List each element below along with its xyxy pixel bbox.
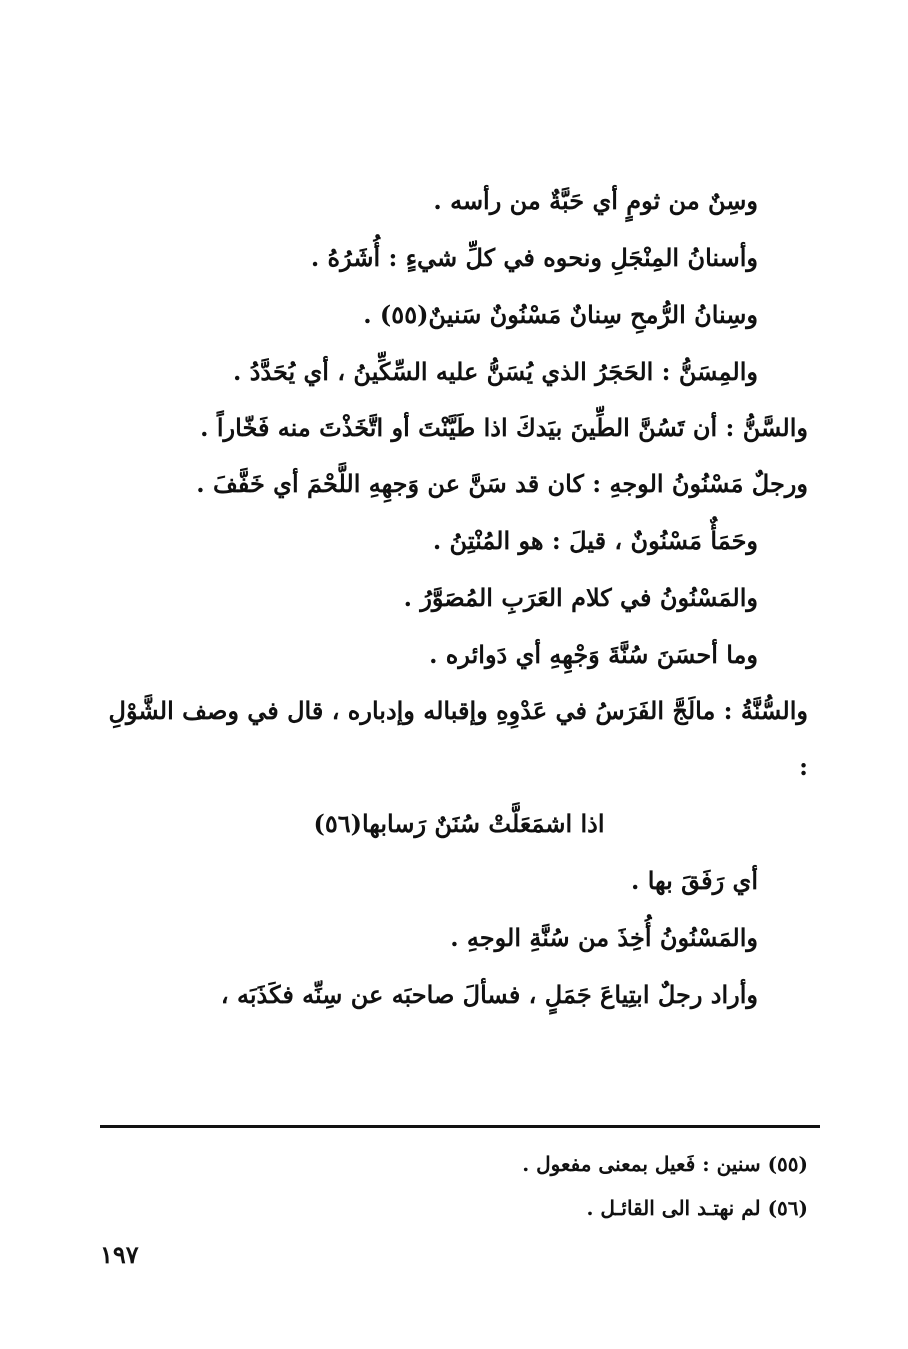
text-line: أي رَفَقَ بها . xyxy=(630,866,758,895)
text-line: والمَسْنُونُ في كلام العَرَبِ المُصَوَّرُ . xyxy=(403,583,758,612)
text-line: والسُّنَّةُ : مالَجَّ الفَرَسُ في عَدْوِهِ وإقباله وإدباره ، قال في وصف الشَّوْلِ : xyxy=(108,696,808,781)
text-line: وأراد رجلٌ ابتِياعَ جَمَلٍ ، فسألَ صاحبَه عن سِنِّه فكَذَبَه ، xyxy=(220,980,758,1009)
page-number: ١٩٧ xyxy=(100,1240,139,1269)
footnote-divider xyxy=(100,1125,820,1128)
text-line: وسِنٌ من ثومٍ أي حَبَّةٌ من رأسه . xyxy=(433,186,758,215)
footnotes xyxy=(100,1142,808,1230)
text-line: والسَّنُّ : أن تَسُنَّ الطِّينَ بيَدكَ اذا طَيَّنْتَ أو اتَّخَذْتَ منه فَخّاراً . xyxy=(200,413,808,442)
text-line: وما أحسَنَ سُنَّةَ وَجْهِهِ أي دَوائره . xyxy=(429,640,758,669)
verse-line: اذا اشمَعَلَّتْ سُنَنٌ رَسابها(٥٦) xyxy=(313,809,605,838)
text-line: وسِنانُ الرُّمحِ سِنانٌ مَسْنُونٌ سَنينٌ(٥٥) . xyxy=(363,300,758,329)
main-text xyxy=(100,172,808,1023)
footnote: (٥٥) سنين : فَعيل بمعنى مفعول . xyxy=(522,1152,808,1176)
footnote: (٥٦) لم نهتـد الى القائـل . xyxy=(586,1196,808,1220)
text-line: ورجلٌ مَسْنُونُ الوجهِ : كان قد سَنَّ عن وَجهِهِ اللَّحْمَ أي خَفَّفَ . xyxy=(196,469,808,498)
text-line: وحَمَأٌ مَسْنُونٌ ، قيلَ : هو المُنْتِنُ . xyxy=(432,526,758,555)
text-line: وأسنانُ المِنْجَلِ ونحوه في كلِّ شيءٍ : أُشَرُهُ . xyxy=(310,243,758,272)
text-line: والمِسَنُّ : الحَجَرُ الذي يُسَنُّ عليه السِّكِّينُ ، أي يُحَدَّدُ . xyxy=(232,357,758,386)
text-line: والمَسْنُونُ أُخِذَ من سُنَّةِ الوجهِ . xyxy=(450,923,758,952)
